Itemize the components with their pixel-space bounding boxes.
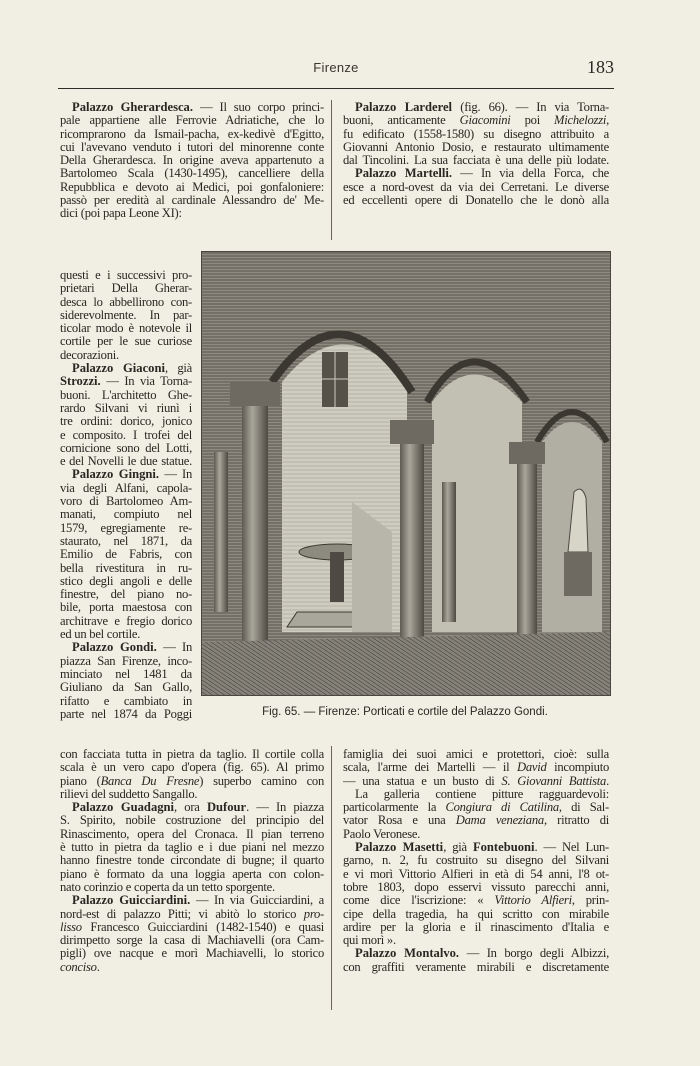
courtyard-engraving [202, 252, 610, 695]
italic-text: conciso [60, 960, 97, 974]
text-line: cornicione sono del Lotti, [60, 441, 192, 455]
entry-title: Palazzo Masetti [355, 841, 444, 855]
text-line: come dice l'iscrizione: « Vittorio Alfieri, prin- [343, 894, 609, 908]
text-line: Palazzo Gingni. — In [72, 468, 192, 482]
text-line: rifatto e cambiato in [60, 694, 192, 708]
text-line: cui l'avevano venduto i tutori del minorenne conte [60, 140, 324, 154]
italic-text: Congiura di Catilina [445, 801, 559, 815]
text-line: stico degli angoli e delle [60, 574, 192, 588]
paragraph-left-bottom [60, 748, 324, 974]
figure-caption: Fig. 65. — Firenze: Porticati e cortile del Palazzo Gondi. [262, 706, 548, 718]
text-line: Palazzo Gherardesca. — Il suo corpo princi- [72, 101, 324, 114]
entry-title: Palazzo Martelli. [355, 167, 453, 181]
text-line: 1579, egregiamente re- [60, 521, 192, 535]
text-line: con facciata tutta in pietra da taglio. Il cortile colla [60, 748, 324, 761]
italic-text: lisso [60, 920, 82, 934]
engraving-figure [201, 251, 611, 696]
column-divider [331, 746, 332, 1010]
italic-text: Giacomini [459, 114, 511, 128]
text-line: Palazzo Martelli. — In via della Forca, che [355, 167, 609, 181]
text-line: piazza San Firenze, inco- [60, 654, 192, 668]
paragraph-narrow-left [60, 269, 192, 721]
italic-text: David [516, 761, 547, 775]
text-line: ricomprarono da Ismail-pacha, ex-kedivè d'Egitto, [60, 127, 324, 141]
text-line: dal Tincolini. La sua facciata è una delle più lodate. [343, 154, 609, 168]
text-line: questi e i successivi pro- [60, 269, 192, 282]
text-line: Palazzo Larderel (fig. 66). — In via Torna- [355, 101, 609, 114]
text-line: scala è un vero capo d'opera (fig. 65). Al primo [60, 761, 324, 775]
text-line: parte nel 1874 da Poggi [60, 707, 192, 721]
italic-text: Vittorio Alfieri [494, 894, 572, 908]
text-line: manati, compiuto nel [60, 508, 192, 522]
text-line: S. Spirito, nobile costruzione del principio del [60, 814, 324, 828]
text-line: è tutto in pietra da taglio e i due piani nel mezzo [60, 841, 324, 855]
text-line: con graffiti veramente mirabili e discretamente [343, 960, 609, 974]
text-line: particolarmente la Congiura di Catilina, di Sal- [343, 801, 609, 815]
text-line: pigli) ove nacque e morì Machiavelli, lo storico [60, 947, 324, 961]
text-line: rardo Silvani vi riunì i [60, 401, 192, 415]
entry-title: Dufour [206, 801, 247, 815]
column-divider [331, 100, 332, 240]
page-number: 183 [587, 57, 614, 77]
text-line: Bartolomeo Scala (1430-1495), cancelliere della [60, 167, 324, 181]
text-line: ardire per la gloria e il rinascimento d'Italia e [343, 920, 609, 934]
text-line: e vi morì Vittorio Alfieri in età di 54 anni, l'8 ot- [343, 867, 609, 881]
text-line: lisso Francesco Guicciardini (1482-1540) e quasi [60, 920, 324, 934]
text-line: vator Rosa e una Dama veneziana, ritratto di [343, 814, 609, 828]
text-line: buoni, anticamente Giacomini poi Michelozzi, [343, 114, 609, 128]
text-line: buoni. L'architetto Ghe- [60, 388, 192, 402]
paragraph-right-bottom [343, 748, 609, 974]
header-rule [58, 88, 614, 89]
text-line: ticolar modo è notevole il [60, 322, 192, 336]
entry-title: Palazzo Giaconi [72, 362, 165, 376]
text-line: staurato, nel 1871, da [60, 534, 192, 548]
text-line: minciato nel 1481 da [60, 667, 192, 681]
text-line: Palazzo Gondi. — In [72, 641, 192, 655]
entry-title: Fontebuoni [472, 841, 535, 855]
text-line: Della Gherardesca. In origine aveva appartenuto a [60, 154, 324, 168]
text-line: prietari Della Gherar- [60, 282, 192, 296]
text-line: Strozzi. — In via Torna- [60, 375, 192, 389]
entry-title: Palazzo Gherardesca. [72, 101, 193, 114]
text-line: e del Novelli le due statue. [60, 455, 192, 469]
text-line: Palazzo Giaconi, già [72, 362, 192, 376]
text-line: tre ordini: dorico, jonico [60, 415, 192, 429]
italic-text: pro- [303, 907, 324, 921]
text-line: rilievi del suddetto Sangallo. [60, 787, 198, 801]
text-line: decorazioni. [60, 348, 119, 362]
text-line: conciso. [60, 960, 100, 974]
text-line: bella rivestitura in ru- [60, 561, 192, 575]
paragraph-right-top [343, 101, 609, 207]
text-line: piano (Banca Du Fresne) superbo camino con [60, 774, 324, 788]
text-line: bile, porta maestosa con [60, 601, 192, 615]
text-line: Palazzo Montalvo. — In borgo degli Albizzi, [355, 947, 609, 961]
text-line: architrave e fregio dorico [60, 614, 192, 628]
text-line: Palazzo Guadagni, ora Dufour. — In piazza [72, 801, 324, 815]
running-title: Firenze [313, 60, 359, 75]
entry-title: Palazzo Guadagni [72, 801, 175, 815]
text-line: pale appartiene alle Ferrovie Adriatiche, che lo [60, 114, 324, 128]
text-line: — una statua e un busto di S. Giovanni Battista. [343, 774, 609, 788]
text-line: dici (poi papa Leone XI): [60, 207, 182, 221]
text-line: nord-est di palazzo Pitti; vi abitò lo storico pro- [60, 907, 324, 921]
entry-title: Palazzo Larderel [355, 101, 453, 114]
text-line: Giuliano da San Gallo, [60, 681, 192, 695]
text-line: cipe della tragedia, ha qui scritto con mirabile [343, 907, 609, 921]
text-line: garno, n. 2, fu costruito su disegno del Silvani [343, 854, 609, 868]
text-line: Palazzo Guicciardini. — In via Guicciardini, a [72, 894, 324, 908]
italic-text: Michelozzi [554, 114, 607, 128]
text-line: Repubblica e devoto ai Medici, poi gonfaloniere: [60, 180, 324, 194]
text-line: voro di Bartolomeo Am- [60, 495, 192, 509]
italic-text: S. Giovanni Battista [501, 774, 607, 788]
entry-title: Palazzo Montalvo. [355, 947, 460, 961]
text-line: La galleria contiene pitture ragguardevoli: [355, 787, 609, 801]
entry-title: Strozzi. [60, 375, 101, 389]
text-line: ed eccellenti opere di Donatello che le donò alla [343, 194, 609, 208]
page-header [58, 57, 614, 84]
text-line: qui morì ». [343, 934, 396, 948]
text-line: Palazzo Masetti, già Fontebuoni. — Nel Lun- [355, 841, 609, 855]
entry-title: Palazzo Gingni. [72, 468, 160, 482]
text-line: esce a nord-ovest da via dei Cerretani. Le diverse [343, 180, 609, 194]
text-line: e composito. I trofei del [60, 428, 192, 442]
text-line: cortile per le sue curiose [60, 335, 192, 349]
italic-text: Dama veneziana [455, 814, 544, 828]
text-line: Emilio de Fabris, con [60, 548, 192, 562]
text-line: hanno finestre tonde circondate di bugne; il quarto [60, 854, 324, 868]
text-line: piano è formato da una loggia aperta con colon- [60, 867, 324, 881]
text-line: desca lo abbellirono con- [60, 295, 192, 309]
text-line: Giovanni Antonio Dosio, e restaurato ultimamente [343, 140, 609, 154]
text-line: dirimpetto sorge la casa di Machiavelli (ora Cam- [60, 934, 324, 948]
text-line: tobre 1803, dopo esservi vissuto parecchi anni, [343, 880, 609, 894]
entry-title: Palazzo Gondi. [72, 641, 157, 655]
text-line: Rinascimento, opera del Cronaca. Il pian terreno [60, 827, 324, 841]
entry-title: Palazzo Guicciardini. [72, 894, 191, 908]
text-line: famiglia dei suoi amici e protettori, cioè: sulla [343, 748, 609, 761]
paragraph-palazzo-gherardesca [60, 101, 324, 221]
text-line: fu edificato (1558-1580) su disegno attribuito a [343, 127, 609, 141]
text-line: siderevolmente. In par- [60, 308, 192, 322]
text-line: finestre, del piano no- [60, 588, 192, 602]
text-line: scala, l'arme dei Martelli — il David incompiuto [343, 761, 609, 775]
text-line: ed un bel cortile. [60, 628, 141, 642]
italic-text: Banca Du Fresne [100, 774, 200, 788]
text-line: Paolo Veronese. [343, 827, 421, 841]
text-line: via degli Alfani, capola- [60, 481, 192, 495]
text-line: nato corinzio e coperta da un tetto sporgente. [60, 880, 275, 894]
text-line: passò per eredità al cardinale Alessandro de' Me- [60, 194, 324, 208]
